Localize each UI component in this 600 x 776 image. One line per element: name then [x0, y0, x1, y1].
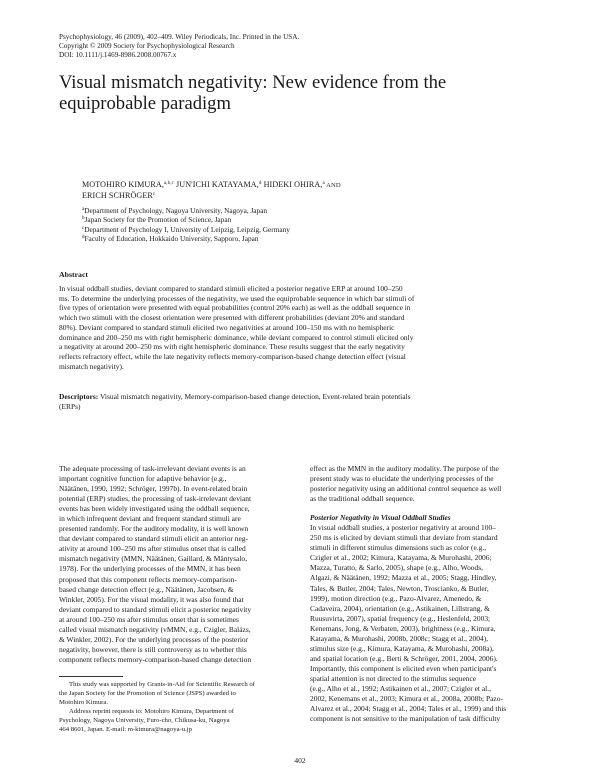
body-line: posterior negativity using an additional control sequence as well [310, 484, 502, 494]
affiliation-sup: b [82, 216, 85, 222]
paper-title [59, 72, 539, 114]
body-line: spatial attention is not directed to the stimulus sequence [310, 673, 477, 683]
footnote [59, 681, 255, 734]
affiliation-line [82, 234, 290, 243]
body-line: component reflects memory-comparison-based change detection [59, 654, 252, 664]
abstract-line: mismatch negativity). [59, 361, 124, 371]
affiliation-text: Faculty of Education, Hokkaido University, Sapporo, Japan [84, 233, 259, 243]
author-conjunction: AND [324, 182, 341, 189]
body-line: Kenemans, Jong, & Verbaten, 2003), brightness (e.g., Kimura, [310, 623, 496, 633]
affiliations [82, 206, 290, 243]
author-name: JUN'ICHI KATAYAMA, [173, 180, 259, 189]
body-line: The adequate processing of task-irrelevant deviant events is an [59, 464, 246, 473]
body-line: ativity at around 100–250 ms after stimulus onset that is called [59, 544, 246, 554]
abstract-line: a negativity at around 200–250 ms with right hemispheric dominance. These results suggest that the early negativity [59, 342, 405, 352]
body-column-left [59, 464, 251, 665]
citation-line: Psychophysiology, 46 (2009), 402–409. Wiley Periodicals, Inc. Printed in the USA. [59, 33, 300, 41]
title-line: Visual mismatch negativity: New evidence from the [59, 72, 447, 93]
body-line: deviant compared to standard stimuli elicit a posterior negativity [59, 604, 252, 614]
section-subheading: Posterior Negativity in Visual Oddball Studies [310, 513, 451, 523]
abstract-line: ms. To determine the underlying processes of the negativity, we used the equiprobable sequence in which bar stimuli of [59, 293, 415, 303]
body-line: negativity, however, there is still controversy as to whether this [59, 644, 247, 654]
body-line: in which infrequent deviant and frequent standard stimuli are [59, 514, 241, 524]
abstract-line: which two stimuli with the closest orientation were presented with different probabilities (deviant 20% and standard [59, 313, 405, 323]
body-line: present study was to elucidate the underlying processes of the [310, 474, 494, 484]
author-affil-sup: d [258, 181, 262, 186]
abstract-line: In visual oddball studies, deviant compared to standard stimuli elicited a posterior negative ERP at around 100–250 [59, 284, 403, 293]
footnote-line: Motohiro Kimura. [59, 698, 109, 706]
footnote-line: This study was supported by Grants-in-Aid for Scientific Research of [69, 681, 255, 688]
footnote-rule [59, 676, 123, 677]
body-line: 2002, Kenemans et al., 2003; Kimura et al., 2008a, 2008b; Pazo- [310, 694, 503, 704]
journal-header [59, 33, 299, 61]
author-affil-sup: a,b,c [163, 181, 174, 186]
body-line: called visual mismatch negativity (vMMN, e.g., Czigler, Balázs, [59, 624, 251, 634]
affiliation-line [82, 225, 290, 234]
abstract-heading: Abstract [59, 270, 89, 279]
body-line: Cadaveira, 2004), orientation (e.g., Astikainen, Lillstrang, & [310, 603, 490, 613]
descriptors-label: Descriptors: [59, 392, 99, 401]
abstract-line: 80%). Deviant compared to standard stimuli elicited two negativities at around 100–150 ms with no hemispheric [59, 322, 395, 332]
body-line: In visual oddball studies, a posterior negativity at around 100– [310, 523, 496, 533]
body-line: 1978). For the underlying processes of the MMN, it has been [59, 564, 241, 574]
affiliation-sup: a [82, 207, 85, 212]
body-line: stimuli in different stimulus dimensions such as color (e.g., [310, 543, 487, 553]
affiliation-sup: d [82, 234, 85, 240]
descriptors-text: Visual mismatch negativity, Memory-comparison-based change detection, Event-related brain potentials [98, 392, 411, 401]
author-affil-sup: c [152, 192, 156, 198]
body-line: 250 ms is elicited by deviant stimuli that deviate from standard [310, 533, 498, 543]
body-line: Katayama, & Murohashi, 2008b, 2008c; Stagg et al., 2004), [310, 633, 489, 643]
body-line: Mazza, Turatto, & Sarlo, 2005), shape (e.g., Alho, Woods, [310, 563, 483, 573]
body-column-right [310, 464, 506, 724]
body-line: & Winkler, 2002). For the underlying processes of the posterior [59, 634, 249, 644]
abstract-line: reflects refractory effect, while the late negativity reflects memory-comparison-based change detection effect (visual [59, 351, 406, 361]
footnote-line: the Japan Society for the Promotion of Science (JSPS) awarded to [59, 689, 236, 697]
body-line: Näätänen, 1990, 1992; Schröger, 1997b). In event-related brain [59, 484, 248, 494]
affiliation-sup: c [82, 225, 85, 231]
descriptors-text: (ERPs) [59, 401, 81, 411]
body-line: Ruusuvirta, 2007), spatial frequency (e.g., Heslenfeld, 2003; [310, 613, 491, 623]
affiliation-line [82, 206, 290, 215]
body-line: Tales, & Butler, 2004; Tales, Newton, Troscianko, & Butler, [310, 583, 489, 593]
page-number: 402 [294, 756, 306, 765]
footnote-line: 464 8601, Japan. E-mail: m-kimura@nagoya-u.jp [59, 725, 193, 733]
body-line: stimulus size (e.g., Kimura, Katayama, & Murohashi, 2008a), [310, 643, 494, 653]
author-affil-sup: a [322, 181, 325, 186]
body-line: potential (ERP) studies, the processing of task-irrelevant deviant [59, 494, 252, 504]
body-line: Importantly, this component is elicited even when participant's [310, 663, 497, 673]
body-line: mismatch negativity (MMN, Näätänen, Gaillard, & Mäntysalo, [59, 554, 247, 564]
author-list [82, 180, 341, 202]
body-line: (e.g., Alho et al., 1992; Astikainen et al., 2007; Czigler et al., [310, 683, 491, 693]
affiliation-line [82, 215, 290, 224]
body-line: effect as the MMN in the auditory modality. The purpose of the [310, 464, 499, 473]
body-line: Czigler et al., 2002; Kimura, Katayama, & Murohashi, 2006; [310, 553, 492, 563]
author-name: ERICH SCHRÖGER [82, 191, 153, 201]
body-line: Alvarez et al., 2004; Stagg et al., 2004; Tales et al., 1999) and this [310, 704, 507, 714]
affiliation-text: Department of Psychology I, University of Leipzig, Leipzig, Germany [84, 224, 290, 234]
copyright-line: Copyright © 2009 Society for Psychophysiological Research [59, 42, 235, 51]
body-line: based change detection effect (e.g., Näätänen, Jacobsen, & [59, 584, 234, 594]
title-line: equiprobable paradigm [59, 93, 231, 114]
abstract-line: five types of orientation were presented with equal probabilities (control 20% each) as well as the oddball sequence in [59, 303, 411, 313]
body-line: component is not sensitive to the manipulation of task difficulty [310, 714, 501, 724]
body-line: events has been widely investigated using the oddball sequence, [59, 504, 250, 514]
abstract-line: dominance and 200–250 ms with right hemispheric dominance, while deviant compared to control stimuli elicited only [59, 332, 414, 342]
author-name: HIDEKI OHIRA, [261, 180, 323, 189]
body-line: Winkler, 2005). For the visual modality, it was also found that [59, 594, 244, 604]
body-line: Algazi, & Näätänen, 1992; Mazza et al., 2005; Stagg, Hindley, [310, 573, 497, 583]
doi-line: DOI: 10.1111/j.1469-8986.2008.00767.x [59, 51, 177, 60]
body-line: that deviant compared to standard stimuli elicit an anterior neg- [59, 534, 248, 544]
body-line: as the traditional oddball sequence. [310, 494, 415, 504]
author-name: MOTOHIRO KIMURA, [82, 180, 164, 189]
body-line: proposed that this component reflects memory-comparison- [59, 574, 237, 584]
body-line: at around 100–250 ms after stimulus onset that is sometimes [59, 614, 239, 624]
paragraph-gap [310, 504, 506, 513]
body-line: and spatial location (e.g., Berti & Schröger, 2001, 2004, 2006). [310, 653, 498, 663]
body-line: presented randomly. For the auditory modality, it is well known [59, 524, 249, 534]
affiliation-text: Japan Society for the Promotion of Science, Japan [84, 215, 232, 225]
footnote-line: Psychology, Nagoya University, Furo-cho, Chikusa-ku, Nagoya [59, 716, 230, 724]
footnote-line: Address reprint requests to: Motohiro Kimura, Department of [69, 707, 234, 715]
body-line: important cognitive function for adaptive behavior (e.g., [59, 474, 227, 484]
descriptors [59, 392, 411, 411]
body-line: 1999), motion direction (e.g., Pazo-Alvarez, Amenedo, & [310, 593, 482, 603]
abstract-body [59, 284, 543, 371]
affiliation-text: Department of Psychology, Nagoya University, Nagoya, Japan [84, 206, 268, 215]
